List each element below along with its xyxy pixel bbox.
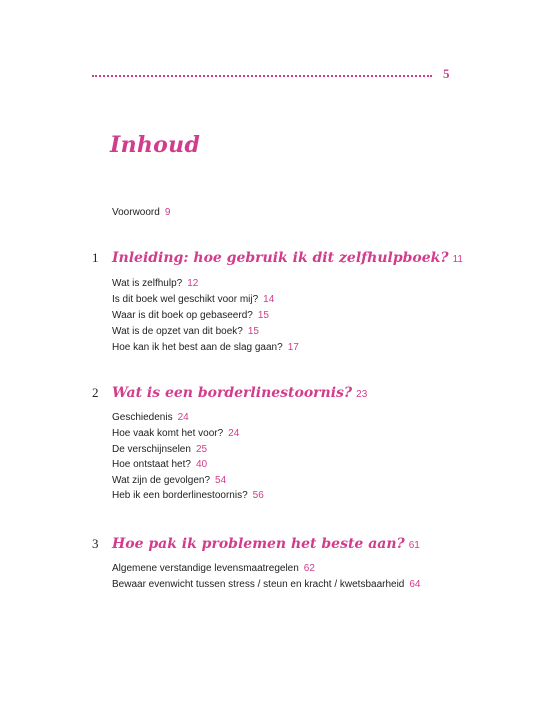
- toc-entry: [112, 444, 207, 456]
- toc-entry: [112, 412, 189, 424]
- toc-entry: [112, 490, 264, 502]
- page-title: Inhoud: [110, 132, 201, 158]
- chapter-heading: [92, 249, 463, 267]
- chapter-number: 3: [92, 536, 99, 551]
- toc-entry: [112, 294, 274, 306]
- toc-entry-label: Is dit boek wel geschikt voor mij?: [112, 294, 259, 305]
- toc-entry: [112, 475, 226, 487]
- header-dotted-rule: [92, 75, 432, 77]
- toc-entry-label: Heb ik een borderlinestoornis?: [112, 490, 248, 501]
- toc-entry: [112, 459, 207, 471]
- toc-entry: [112, 563, 315, 575]
- toc-entry-page: 40: [195, 459, 208, 470]
- toc-entry-page: 12: [187, 278, 199, 289]
- chapter-page: 23: [356, 389, 368, 400]
- toc-entry-label: Waar is dit boek op gebaseerd?: [112, 310, 253, 321]
- toc-entry-label: Bewaar evenwicht tussen stress / steun en kracht / kwetsbaarheid: [112, 579, 405, 590]
- toc-entry-page: 15: [247, 326, 259, 337]
- chapter-title: Inleiding: hoe gebruik ik dit zelfhulpboek?: [112, 250, 449, 266]
- chapter-title: Wat is een borderlinestoornis?: [112, 385, 353, 401]
- toc-entry: [112, 278, 198, 290]
- chapter-title: Hoe pak ik problemen het beste aan?: [112, 536, 405, 552]
- toc-entry-label: Wat is zelfhulp?: [112, 278, 183, 289]
- toc-entry-label: Wat zijn de gevolgen?: [112, 475, 211, 486]
- toc-entry-label: Hoe vaak komt het voor?: [112, 428, 224, 439]
- toc-entry-label: Hoe kan ik het best aan de slag gaan?: [112, 342, 283, 353]
- toc-entry-page: 24: [177, 412, 189, 423]
- toc-entry-page: 54: [215, 475, 227, 486]
- toc-entry-label: De verschijnselen: [112, 444, 191, 455]
- toc-entry: [112, 342, 299, 354]
- toc-entry-page: 62: [303, 563, 315, 574]
- foreword-label: Voorwoord: [112, 207, 160, 218]
- toc-entry: [112, 310, 269, 322]
- toc-entry-page: 64: [409, 579, 421, 590]
- toc-entry-page: 56: [252, 490, 264, 501]
- toc-entry-page: 24: [228, 428, 240, 439]
- chapter-heading: [92, 535, 420, 553]
- toc-entry-label: Algemene verstandige levensmaatregelen: [112, 563, 299, 574]
- toc-entry: [112, 326, 259, 338]
- toc-entry-label: Wat is de opzet van dit boek?: [112, 326, 243, 337]
- chapter-heading: [92, 384, 367, 402]
- toc-entry: [112, 579, 421, 591]
- chapter-number: 2: [92, 385, 99, 400]
- page-number: 5: [443, 66, 450, 81]
- toc-entry: [112, 428, 239, 440]
- chapter-number: 1: [92, 250, 99, 265]
- toc-entry-page: 15: [257, 310, 269, 321]
- toc-entry-page: 14: [263, 294, 275, 305]
- toc-entry-label: Hoe ontstaat het?: [112, 459, 191, 470]
- foreword-page: 9: [164, 207, 171, 218]
- foreword-entry: [112, 207, 170, 219]
- toc-entry-page: 17: [287, 342, 299, 353]
- toc-entry-label: Geschiedenis: [112, 412, 173, 423]
- chapter-page: 11: [452, 254, 463, 265]
- toc-entry-page: 25: [195, 444, 208, 455]
- chapter-page: 61: [408, 540, 420, 551]
